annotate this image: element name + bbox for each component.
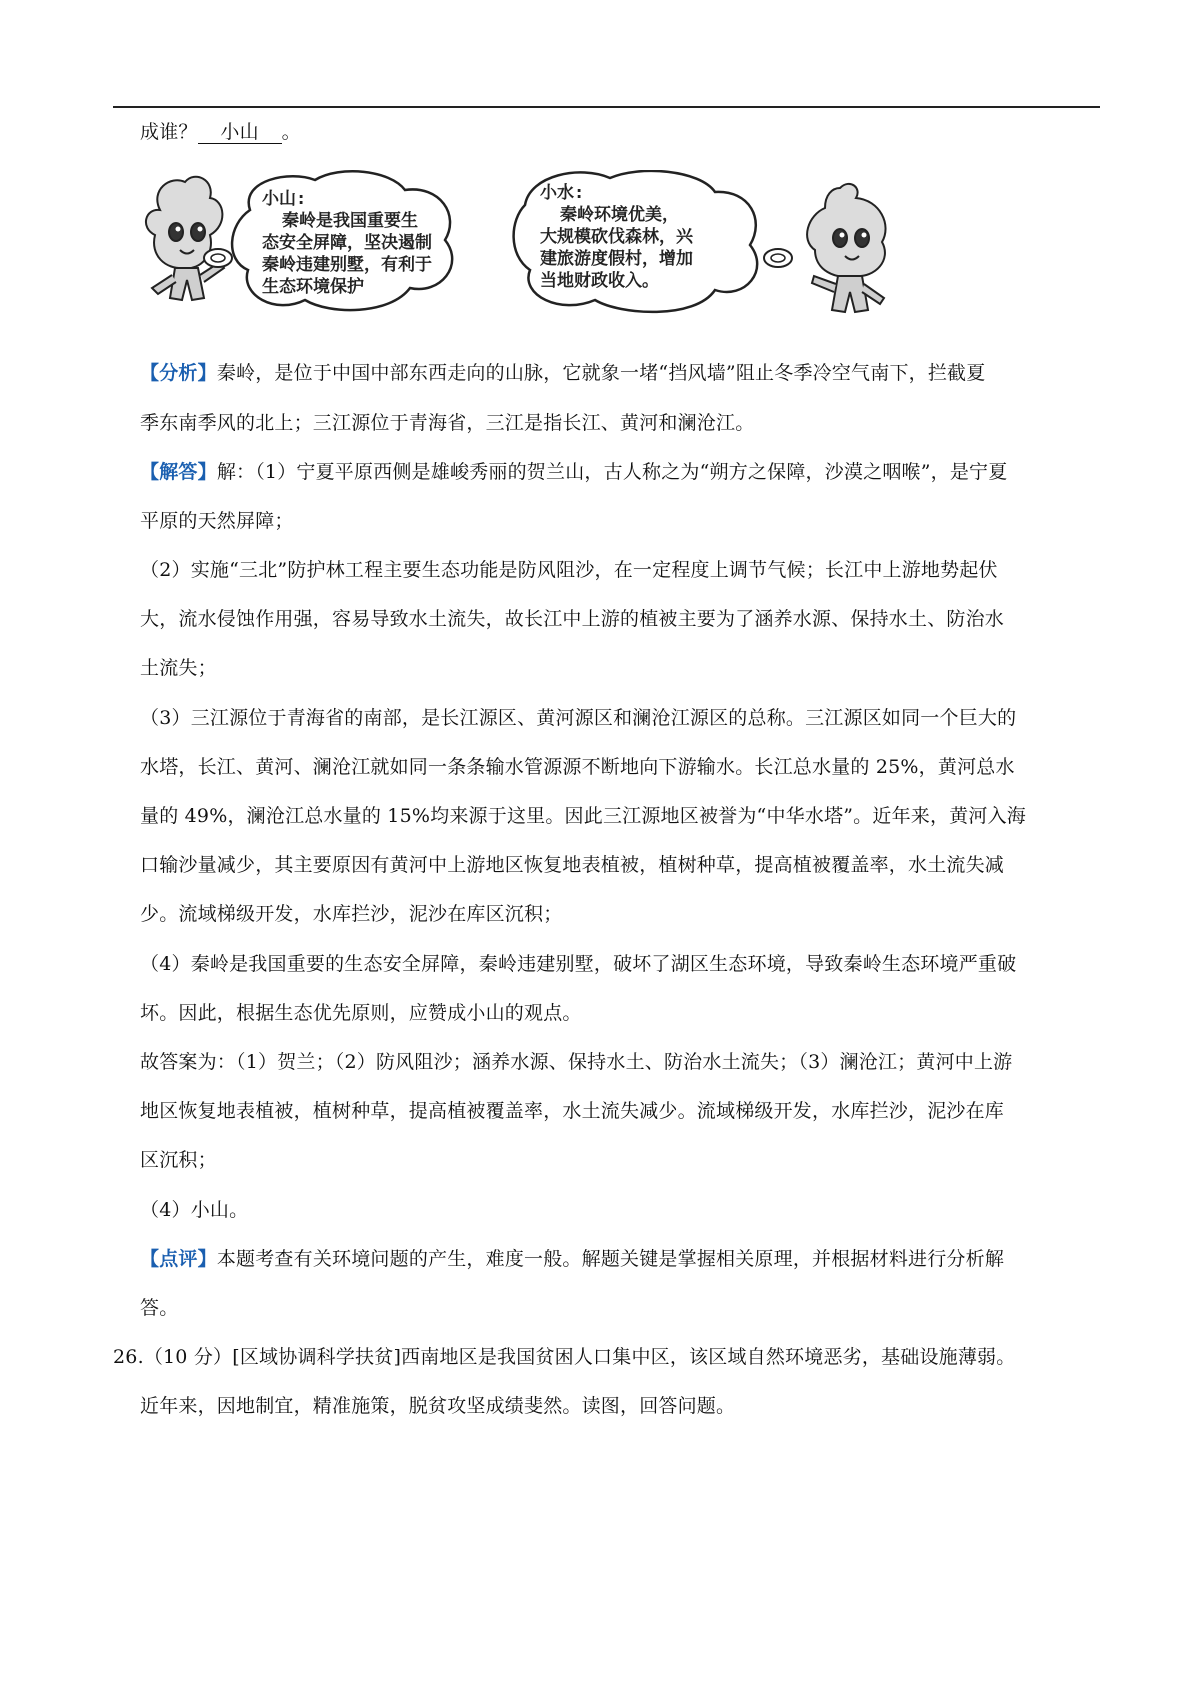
question-26-line: 26.（10 分）[区域协调科学扶贫]西南地区是我国贫困人口集中区，该区域自然环境恶劣，基础设施薄弱。 xyxy=(113,1346,1016,1368)
right-bubble-speaker: 小水: xyxy=(540,183,585,203)
answer-line: 口输沙量减少，其主要原因有黄河中上游地区恢复地表植被，植树种草，提高植被覆盖率，水土流失减 xyxy=(140,854,1005,876)
answer-line: 地区恢复地表植被，植树种草，提高植被覆盖率，水土流失减少。流域梯级开发，水库拦沙，泥沙在库 xyxy=(140,1100,1005,1122)
question-ending xyxy=(140,119,1100,145)
cartoon-illustration xyxy=(140,170,900,335)
answer-line: 水塔，长江、黄河、澜沧江就如同一条条输水管源源不断地向下游输水。长江总水量的 25%，黄河总水 xyxy=(140,756,1015,778)
analysis-line xyxy=(140,360,1100,386)
left-bubble-line: 秦岭是我国重要生 xyxy=(282,211,418,231)
right-mascot-icon xyxy=(807,184,885,312)
comment-tag: 【点评】 xyxy=(140,1248,217,1270)
answer-line: 土流失； xyxy=(140,657,217,679)
answer-tag: 【解答】 xyxy=(140,461,217,483)
left-bubble-speaker: 小山: xyxy=(262,189,307,209)
question-prefix: 成谁？ xyxy=(140,121,198,143)
question-26-line: 近年来，因地制宜，精准施策，脱贫攻坚成绩斐然。读图，回答问题。 xyxy=(140,1395,736,1417)
analysis-tag: 【分析】 xyxy=(140,362,217,384)
answer-line: （2）实施“三北”防护林工程主要生态功能是防风阻沙，在一定程度上调节气候；长江中上游地势起伏 xyxy=(140,559,998,581)
answer-line: 区沉积； xyxy=(140,1149,217,1171)
answer-line: 大，流水侵蚀作用强，容易导致水土流失，故长江中上游的植被主要为了涵养水源、保持水土、防治水 xyxy=(140,608,1005,630)
answer-line: 少。流域梯级开发，水库拦沙，泥沙在库区沉积； xyxy=(140,903,563,925)
comment-line: 答。 xyxy=(140,1297,179,1319)
answer-text: 解：（1）宁夏平原西侧是雄峻秀丽的贺兰山，古人称之为“朔方之保障，沙漠之咽喉”，是宁夏 xyxy=(216,461,1008,483)
answer-line: （3）三江源位于青海省的南部，是长江源区、黄河源区和澜沧江源区的总称。三江源区如同一个巨大的 xyxy=(140,707,1017,729)
left-bubble-line: 态安全屏障，坚决遏制 xyxy=(262,233,432,253)
comment-line xyxy=(140,1246,1100,1272)
answer-line: 故答案为：（1）贺兰；（2）防风阻沙；涵养水源、保持水土、防治水土流失；（3）澜沧江；黄河中上游 xyxy=(140,1051,1013,1073)
answer-line xyxy=(140,459,1100,485)
answer-line: 坏。因此，根据生态优先原则，应赞成小山的观点。 xyxy=(140,1002,582,1024)
analysis-line: 季东南季风的北上；三江源位于青海省，三江是指长江、黄河和澜沧江。 xyxy=(140,412,755,434)
answer-line: （4）小山。 xyxy=(140,1199,249,1221)
right-bubble-line: 建旅游度假村，增加 xyxy=(540,249,693,269)
question-suffix: 。 xyxy=(281,121,301,143)
right-bubble-text xyxy=(540,182,693,292)
left-mascot-icon xyxy=(146,177,224,300)
comment-text: 本题考查有关环境问题的产生，难度一般。解题关键是掌握相关原理，并根据材料进行分析解 xyxy=(216,1248,1005,1270)
left-bubble-line: 生态环境保护 xyxy=(262,277,364,297)
answer-blank: 小山 xyxy=(198,121,282,144)
answer-line: （4）秦岭是我国重要的生态安全屏障，秦岭违建别墅，破坏了湖区生态环境，导致秦岭生态环境严重破 xyxy=(140,953,1017,975)
header-rule xyxy=(113,106,1100,108)
right-bubble-line: 秦岭环境优美， xyxy=(560,205,679,225)
answer-line: 平原的天然屏障； xyxy=(140,510,294,532)
right-bubble-line: 当地财政收入。 xyxy=(540,271,659,291)
analysis-text: 秦岭，是位于中国中部东西走向的山脉，它就象一堵“挡风墙”阻止冬季冷空气南下，拦截夏 xyxy=(216,362,986,384)
cartoon-figure xyxy=(140,170,900,335)
right-bubble-line: 大规模砍伐森林，兴 xyxy=(540,227,693,247)
left-bubble-text xyxy=(262,188,432,298)
left-bubble-line: 秦岭违建别墅，有利于 xyxy=(262,255,432,275)
answer-line: 量的 49%，澜沧江总水量的 15%均来源于这里。因此三江源地区被誉为“中华水塔”。近年来，黄河入海 xyxy=(140,805,1026,827)
